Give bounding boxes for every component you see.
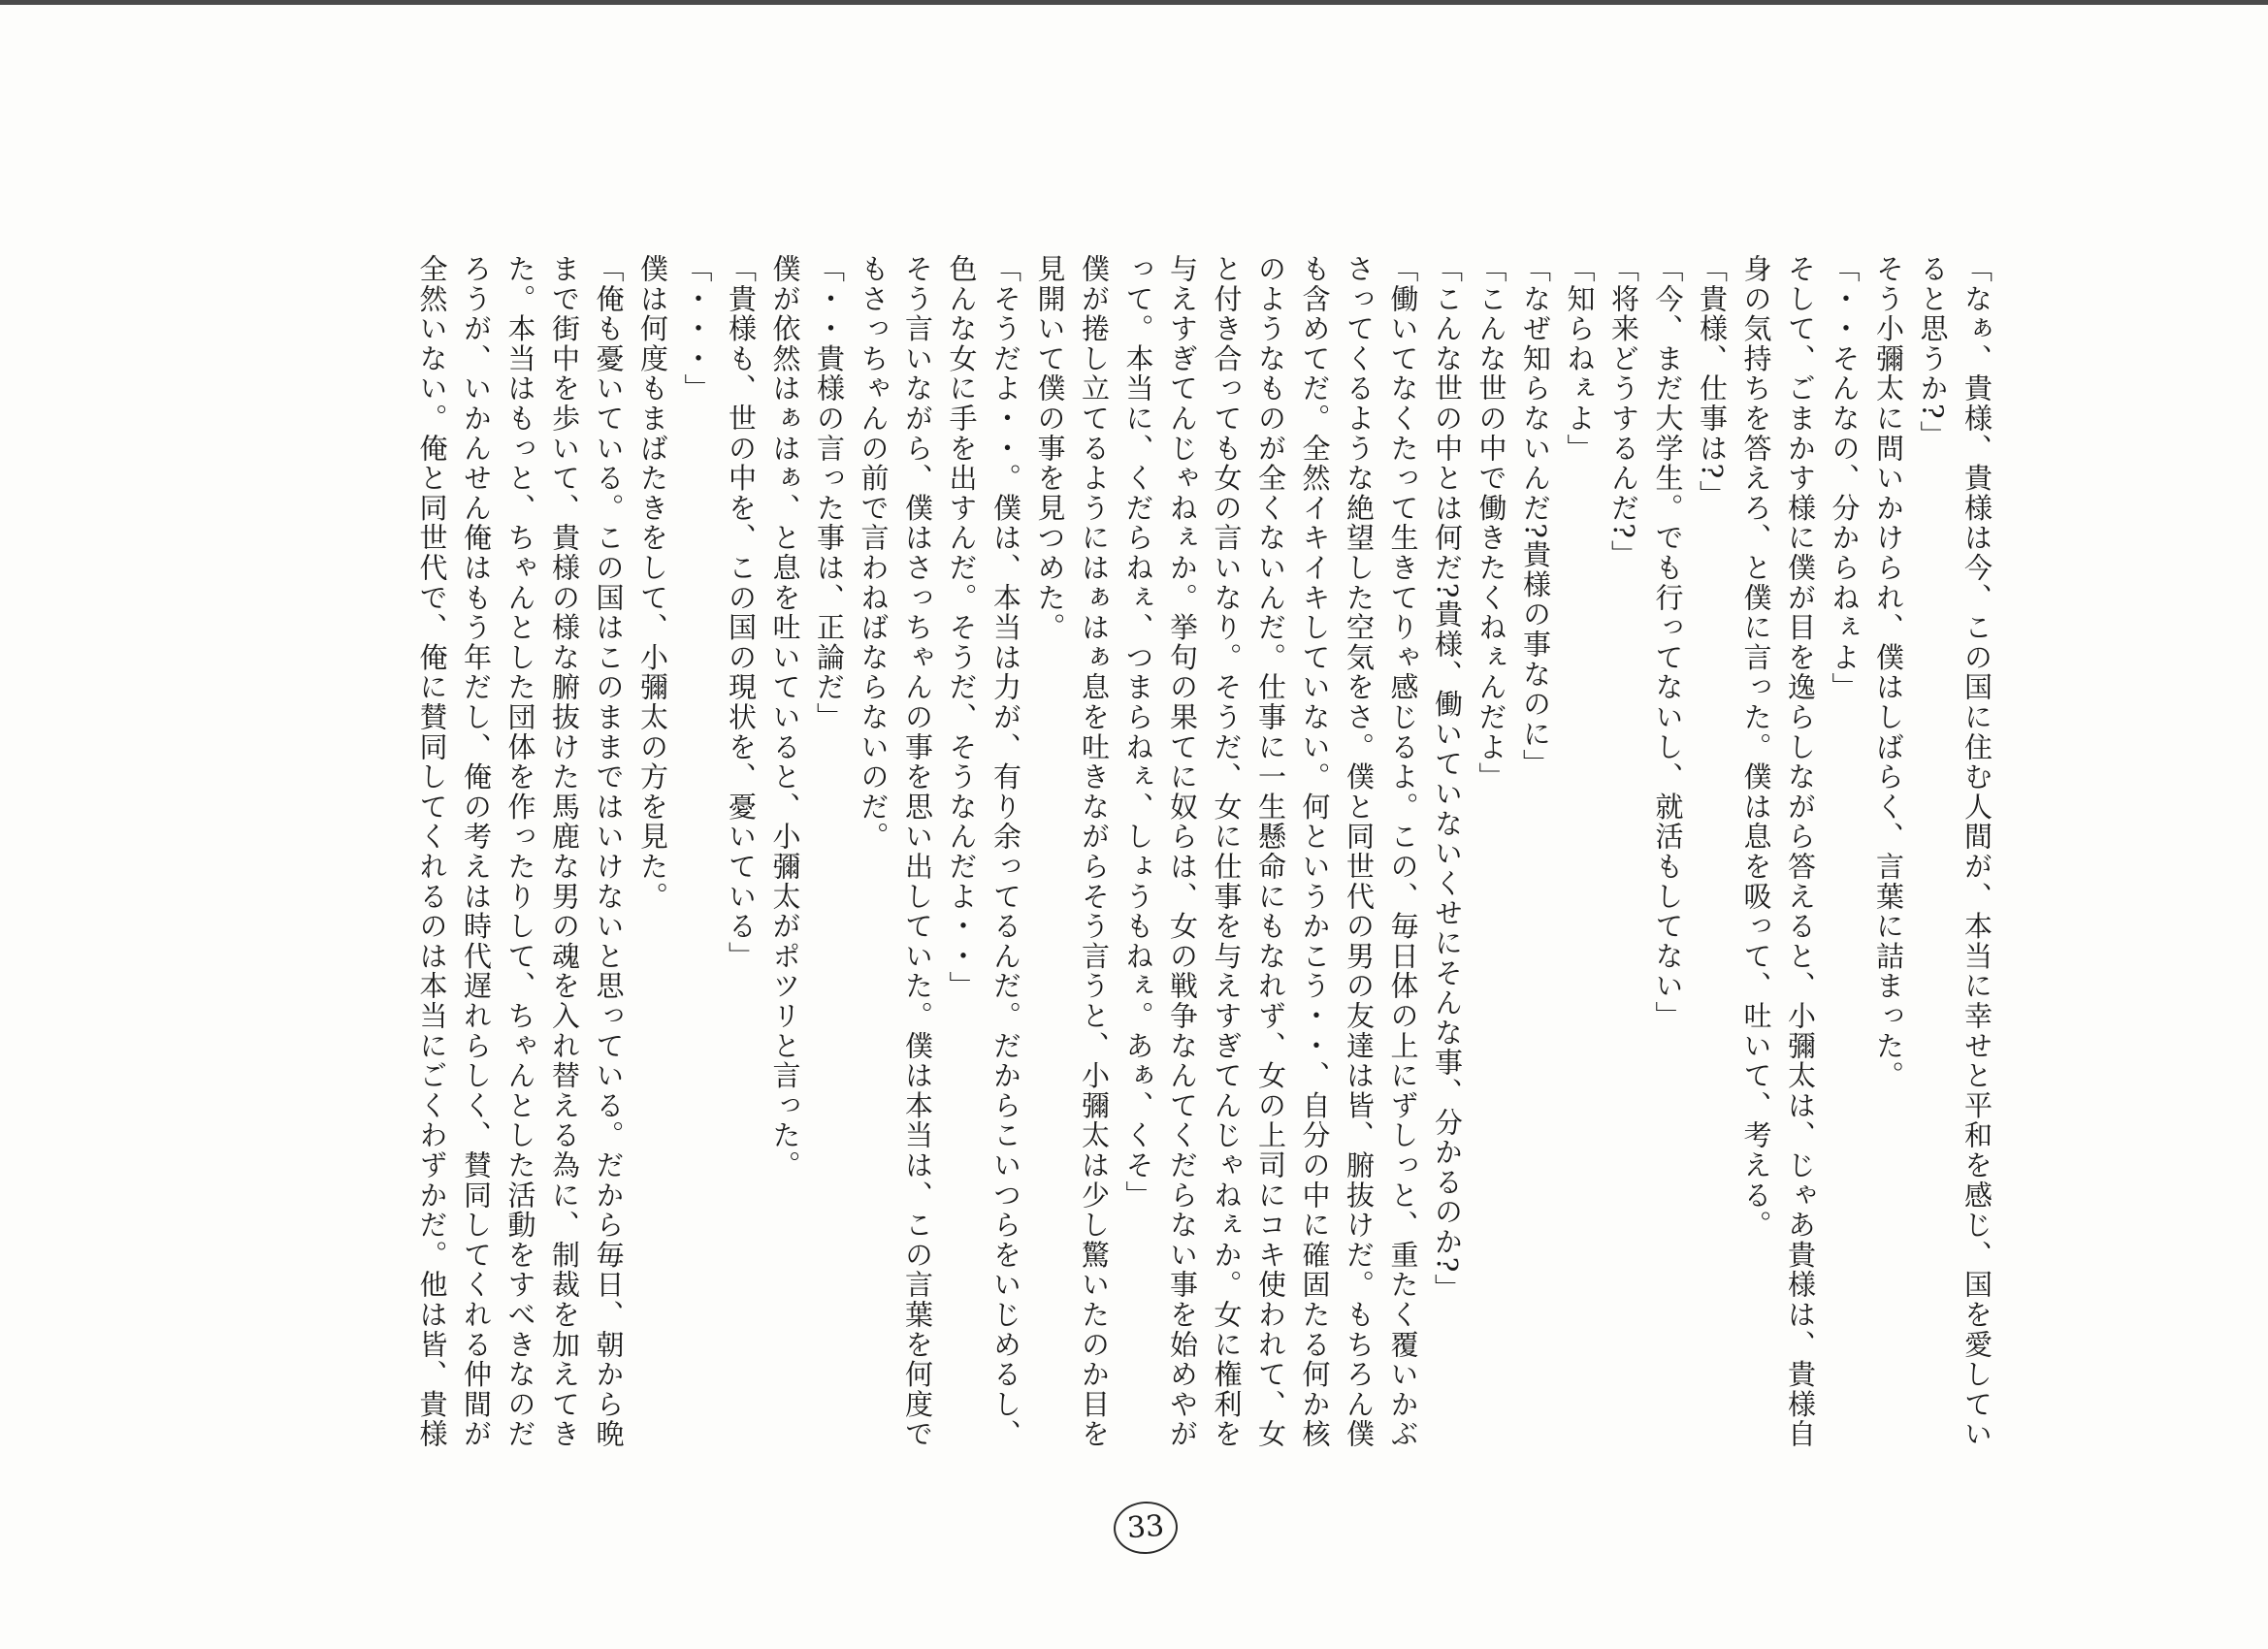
text-line: そう小彌太に問いかけられ、僕はしばらく、言葉に詰まった。 — [1872, 254, 1905, 1091]
vertical-text-body — [409, 254, 1998, 1449]
text-line: 「こんな世の中で働きたくねぇんだよ」 — [1474, 254, 1508, 792]
text-line: 「将来どうするんだ?」 — [1607, 254, 1640, 570]
text-line: そう言いながら、僕はさっちゃんの事を思い出していた。僕は本当は、この言葉を何度で — [901, 254, 934, 1449]
text-line: 「そうだよ・・。僕は、本当は力が、有り余ってるんだ。だからこいつらをいじめるし、 — [989, 254, 1022, 1449]
text-line: 「俺も憂いている。この国はこのままではいけないと思っている。だから毎日、朝から晩 — [592, 254, 626, 1449]
text-line: そして、ごまかす様に僕が目を逸らしながら答えると、小彌太は、じゃあ貴様は、貴様自 — [1784, 254, 1817, 1449]
text-line: も含めてだ。全然イキイキしていない。何というかこう・・、自分の中に確固たる何か核 — [1298, 254, 1332, 1449]
text-line: 「こんな世の中とは何だ?貴様、働いていないくせにそんな事、分かるのか?」 — [1431, 254, 1464, 1304]
text-line: 全然いない。俺と同世代で、俺に賛同してくれるのは本当にごくわずかだ。他は皆、貴様 — [415, 254, 449, 1449]
text-line: 与えすぎてんじゃねぇか。挙句の果てに奴らは、女の戦争なんてくだらない事を始めやが — [1166, 254, 1199, 1449]
text-line: 「なぜ知らないんだ?貴様の事なのに」 — [1519, 254, 1552, 779]
text-line: 「貴様も、世の中を、この国の現状を、憂いている」 — [725, 254, 758, 972]
text-line: 「貴様、仕事は?」 — [1696, 254, 1729, 510]
text-line: 「・・そんなの、分からねぇよ」 — [1828, 254, 1862, 702]
text-line: 僕が捲し立てるようにはぁはぁ息を吐きながらそう言うと、小彌太は少し驚いたのか目を — [1078, 254, 1111, 1449]
text-line: と付き合っても女の言いなり。そうだ、女に仕事を与えすぎてんじゃねぇか。女に権利を — [1210, 254, 1244, 1449]
text-line: た。本当はもっと、ちゃんとした団体を作ったりして、ちゃんとした活動をすべきなのだ — [503, 254, 537, 1449]
text-line: のようなものが全くないんだ。仕事に一生懸命にもなれず、女の上司にコキ使われて、女 — [1254, 254, 1287, 1449]
text-line: 色んな女に手を出すんだ。そうだ、そうなんだよ・・」 — [945, 254, 979, 1001]
text-line: 「なぁ、貴様、貴様は今、この国に住む人間が、本当に幸せと平和を感じ、国を愛してい — [1960, 254, 1993, 1449]
text-line: 「知らねぇよ」 — [1563, 254, 1597, 464]
text-line: 僕は何度もまばたきをして、小彌太の方を見た。 — [636, 254, 669, 912]
text-line: 「・・・」 — [680, 254, 714, 404]
text-line: もさっちゃんの前で言わねばならないのだ。 — [857, 254, 891, 852]
text-line: さってくるような絶望した空気をさ。僕と同世代の男の友達は皆、腑抜けだ。もちろん僕 — [1343, 254, 1376, 1449]
text-line: ろうが、いかんせん俺はもう年だし、俺の考えは時代遅れらしく、賛同してくれる仲間が — [460, 254, 493, 1449]
text-line: 「働いてなくたって生きてりゃ感じるよ。この、毎日体の上にずしっと、重たく覆いかぶ — [1386, 254, 1420, 1449]
text-line: まで街中を歩いて、貴様の様な腑抜けた馬鹿な男の魂を入れ替える為に、制裁を加えてき — [548, 254, 581, 1449]
text-line: 「・・貴様の言った事は、正論だ」 — [813, 254, 846, 732]
text-line: ると思うか?」 — [1916, 254, 1950, 451]
text-line: 僕が依然はぁはぁ、と息を吐いていると、小彌太がポツリと言った。 — [768, 254, 802, 1180]
scan-top-edge — [0, 0, 2268, 5]
text-line: 「今、まだ大学生。でも行ってないし、就活もしてない」 — [1651, 254, 1685, 1031]
text-line: 見開いて僕の事を見つめた。 — [1033, 254, 1067, 643]
text-line: 身の気持ちを答えろ、と僕に言った。僕は息を吸って、吐いて、考える。 — [1739, 254, 1773, 1241]
text-line: って。本当に、くだらねぇ、つまらねぇ、しょうもねぇ。あぁ、くそ」 — [1121, 254, 1155, 1211]
page-number: 33 — [1112, 1500, 1180, 1556]
